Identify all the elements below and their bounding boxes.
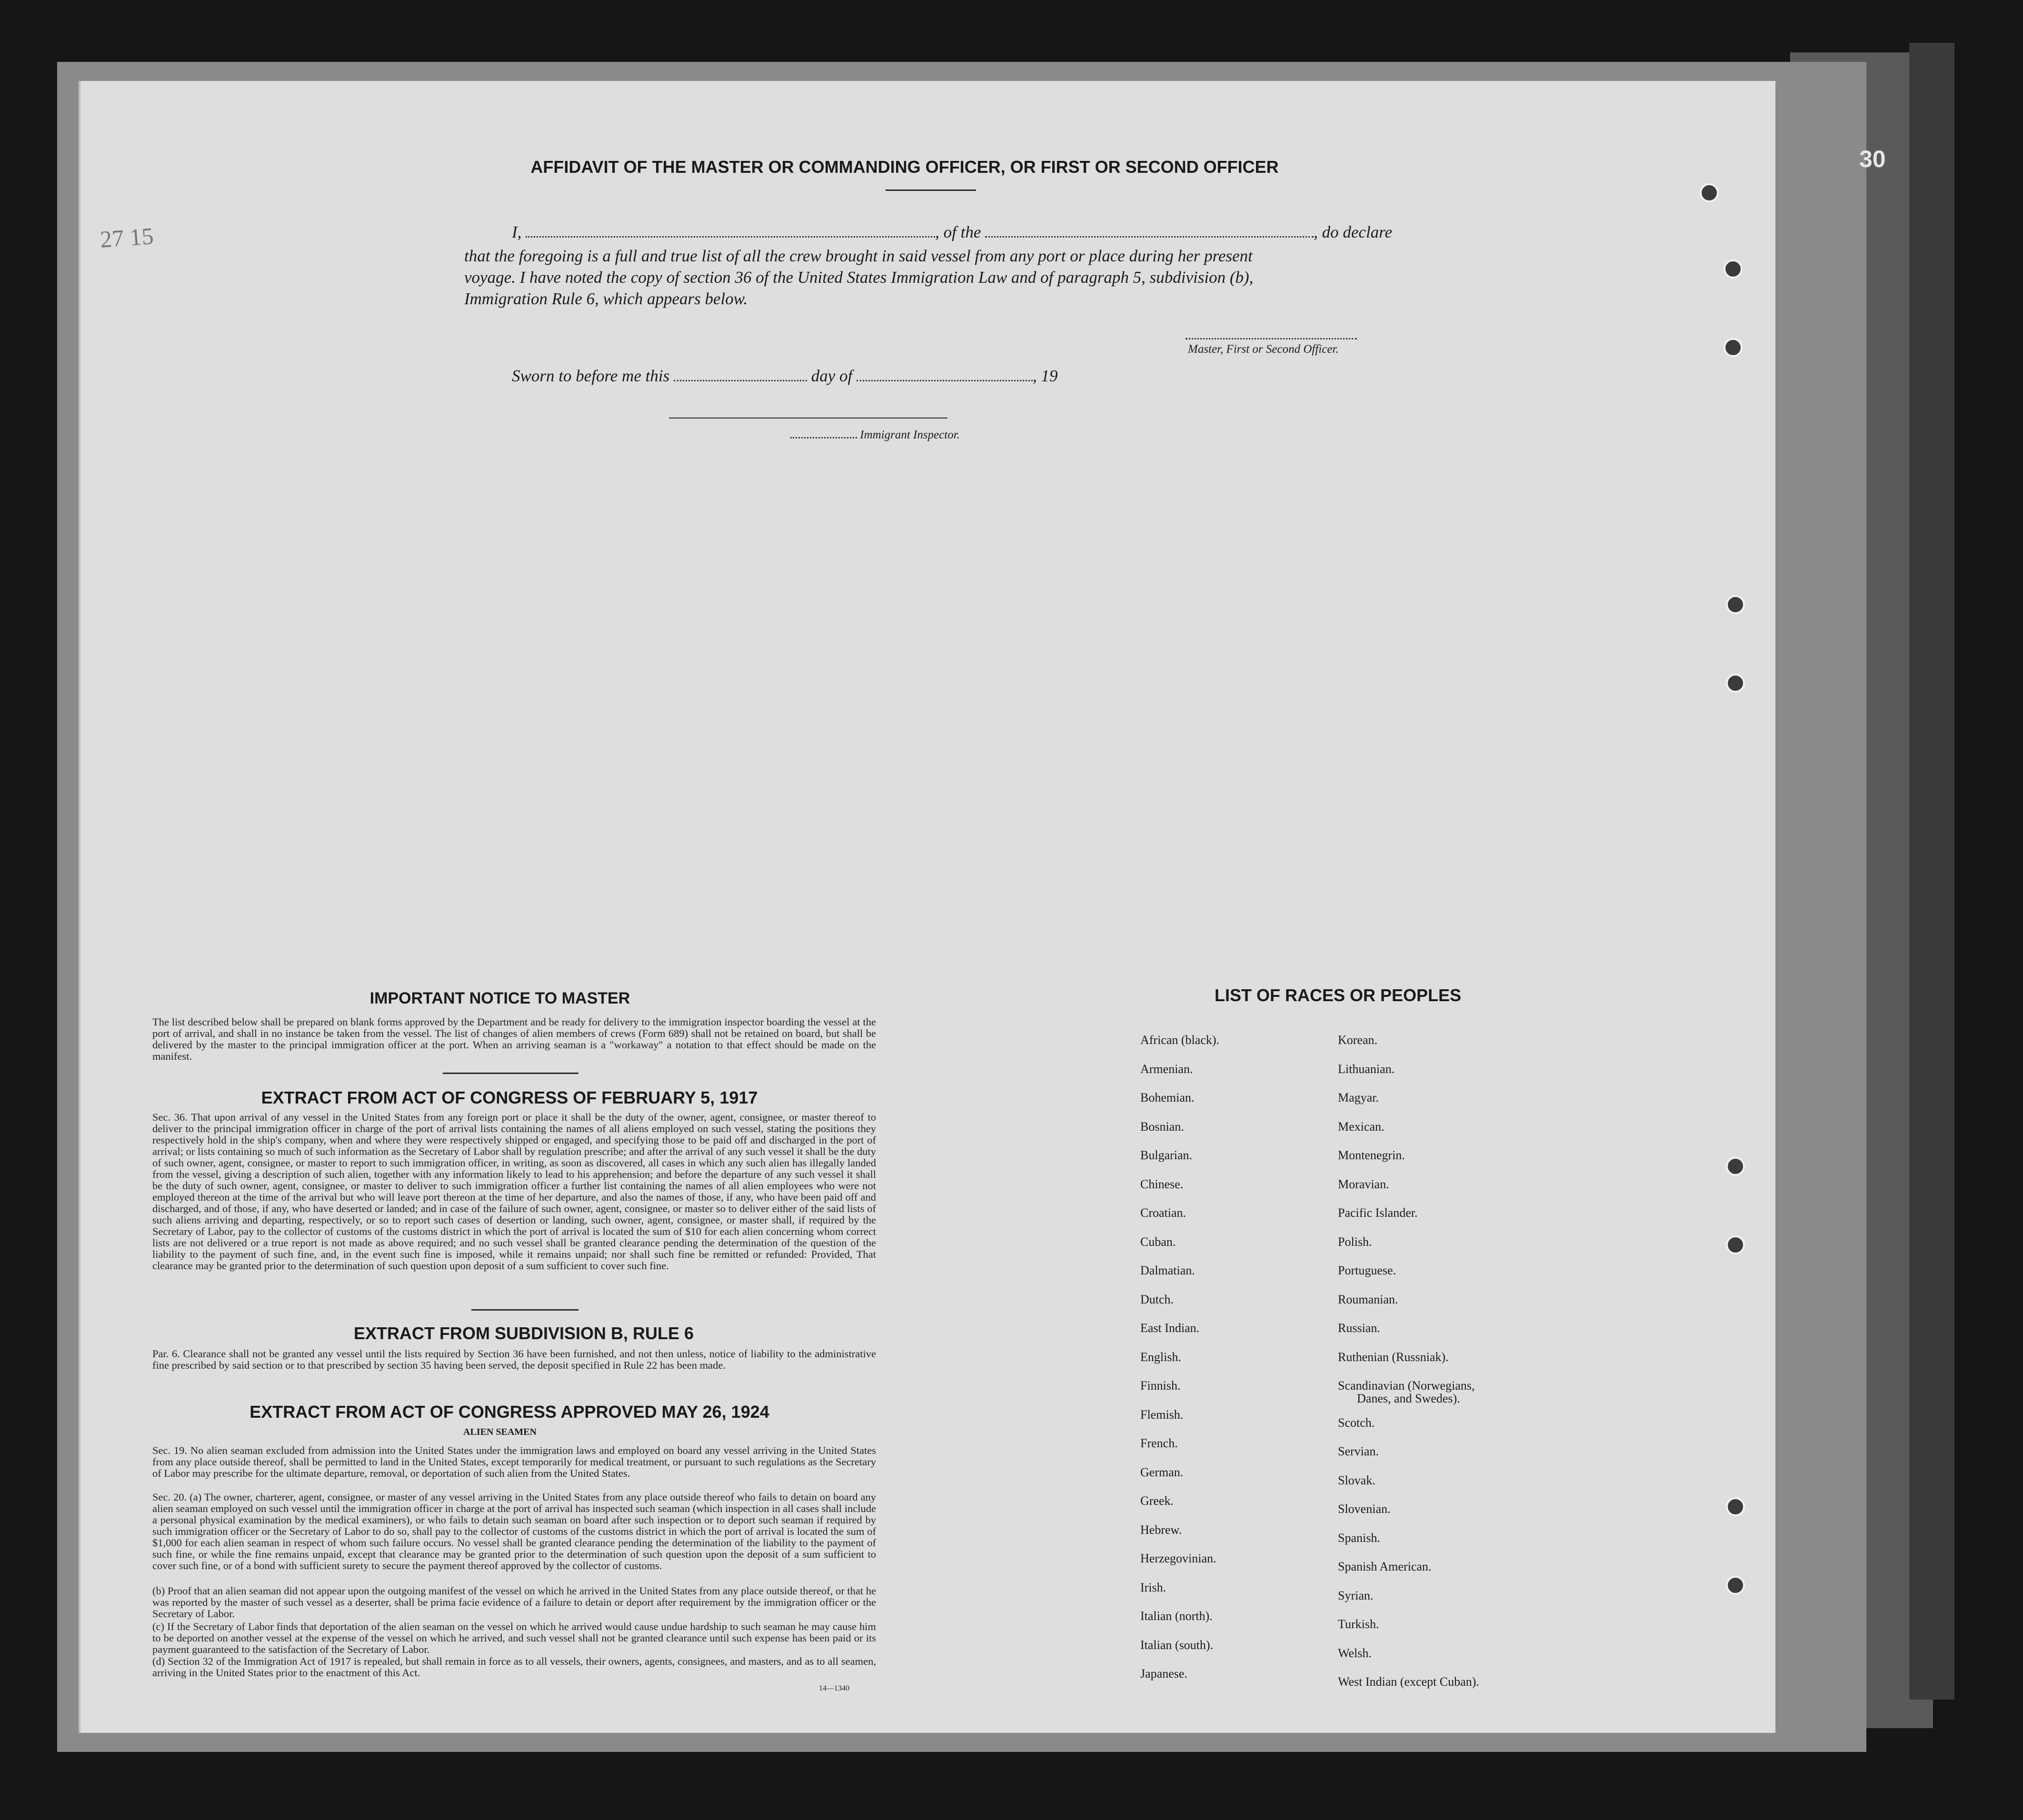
race-item: Magyar.	[1338, 1091, 1379, 1104]
title-divider	[886, 189, 976, 191]
inspector-label-text: Immigrant Inspector.	[860, 428, 960, 441]
binder-hole-icon	[1726, 1576, 1745, 1595]
extract-1917-body: Sec. 36. That upon arrival of any vessel in the United States from any foreign port or place it shall be the duty of the owner, agent, consignee, or master thereof to deliver to the principal immigration officer in charge of the port of arrival lists containing the names of all aliens employed on such vessel, stating the positions they respectively hold in the ship's company, when and where they were respectively shipped or engaged, and specifying those to be paid off and discharged in the port of arrival; or lists containing so much of such information as the Secretary of Labor shall by regulation prescribe; and after the arrival of any such vessel it shall be the duty of such owner, agent, consignee, or master to report to such immigration officer, in writing, as soon as discovered, all cases in which any such alien has illegally landed from the vessel, giving a description of such alien, together with any information likely to lead to his apprehension; and before the departure of any such vessel it shall be the duty of such owner, agent, consignee, or master to deliver to such immigration officer a further list containing the names of all alien employees who were not employed thereon at the time of the arrival but who will leave port thereon at the time of her departure, and also the names of those, if any, who have been paid off and discharged, and of those, if any, who have deserted or landed; and in case of the failure of such owner, agent, consignee, or master so to deliver either of the said lists of such aliens arriving and departing, respectively, or so to report such cases of desertion or landing, such owner, agent, consignee, or master shall, if required by the Secretary of Labor, pay to the collector of customs of the customs district in which the port of arrival is located the sum of $10 for each alien concerning whom correct lists are not delivered or a true report is not made as above required; and no such vessel shall be granted clearance pending the determination of the question of the liability to the payment of such fine, and, in the event such fine is imposed, while it remains unpaid; nor shall such fine be remitted or refunded: Provided, That clearance may be granted prior to the determination of such question upon deposit of a sum sufficient to cover such fine.	[152, 1111, 876, 1272]
name-field[interactable]	[526, 232, 935, 238]
race-item: Herzegovinian.	[1140, 1551, 1216, 1565]
binder-hole-icon	[1726, 595, 1745, 614]
race-item: Pacific Islander.	[1338, 1206, 1418, 1220]
affidavit-do-declare: , do declare	[1314, 223, 1393, 241]
races-right-column	[1338, 1026, 1479, 1697]
extract-rule6-title: EXTRACT FROM SUBDIVISION B, RULE 6	[353, 1323, 694, 1343]
race-item: West Indian (except Cuban).	[1338, 1675, 1479, 1689]
race-item: Greek.	[1140, 1494, 1174, 1508]
binder-hole-icon	[1726, 1157, 1745, 1176]
extract-rule6-body: Par. 6. Clearance shall not be granted any vessel until the lists required by Section 36 have been furnished, and not then unless, notice of liability to the administrative fine prescribed by said section or to that prescribed by section 35 having been served, the deposit specified in Rule 22 has been made.	[152, 1348, 876, 1371]
binder-hole-icon	[1726, 674, 1745, 693]
form-code: 14—1340	[819, 1684, 849, 1692]
race-item-subtext: Danes, and Swedes).	[1357, 1391, 1460, 1405]
notice-body: The list described below shall be prepared on blank forms approved by the Department and be ready for delivery to the immigration inspector boarding the vessel at the port of arrival, and shall in no instance be taken from the vessel. The list of changes of alien members of crews (Form 689) shall not be retained on board, but shall be delivered by the master to the principal immigration officer at the port. When an arriving seaman is a "workaway" a notation to that effect should be made on the manifest.	[152, 1016, 876, 1062]
race-item: Russian.	[1338, 1321, 1380, 1335]
race-item: Servian.	[1338, 1444, 1379, 1458]
race-item: Italian (north).	[1140, 1609, 1213, 1623]
race-item: Cuban.	[1140, 1234, 1176, 1249]
race-item: Mexican.	[1338, 1119, 1385, 1134]
extract-1924-sec20b: (b) Proof that an alien seaman did not appear upon the outgoing manifest of the vessel on which he arrived in the United States from any place outside thereof, or that he was reported by the master of such vessel as a deserter, shall be prima facie evidence of a failure to detain or deport after requirement by the immigration officer or the Secretary of Labor.	[152, 1585, 876, 1620]
race-item: Croatian.	[1140, 1206, 1186, 1220]
affidavit-line-1	[512, 223, 1392, 242]
race-item: Chinese.	[1140, 1177, 1184, 1191]
background-page-strip	[1909, 43, 1954, 1700]
affidavit-i: I,	[512, 223, 522, 241]
inspector-label	[790, 428, 960, 442]
race-item: Scotch.	[1338, 1415, 1375, 1430]
inspector-dots	[790, 435, 857, 438]
affidavit-title: AFFIDAVIT OF THE MASTER OR COMMANDING OFFICER, OR FIRST OR SECOND OFFICER	[530, 157, 1279, 177]
affidavit-line-4: Immigration Rule 6, which appears below.	[464, 289, 748, 308]
race-item: Portuguese.	[1338, 1263, 1396, 1277]
race-item: Turkish.	[1338, 1617, 1379, 1631]
race-item-text: Scandinavian (Norwegians,	[1338, 1379, 1475, 1392]
master-signature-label: Master, First or Second Officer.	[1188, 343, 1339, 356]
race-item: Flemish.	[1140, 1407, 1184, 1422]
sworn-line	[512, 367, 1057, 386]
race-item: English.	[1140, 1350, 1181, 1364]
race-item: Syrian.	[1338, 1588, 1374, 1602]
extract-1924-sec20c: (c) If the Secretary of Labor finds that deportation of the alien seaman on the vessel on which he arrived would cause undue hardship to such seaman he may cause him to be deported on another vessel at the expense of the vessel on which he arrived, and such vessel shall not be granted clearance until such expense has been paid or its payment guaranteed to the satisfaction of the Secretary of Labor.	[152, 1621, 876, 1655]
margin-note: 27 15	[99, 222, 155, 253]
race-item: East Indian.	[1140, 1321, 1200, 1335]
race-item: Italian (south).	[1140, 1638, 1214, 1652]
document-sheet	[79, 81, 1775, 1733]
race-item: Irish.	[1140, 1580, 1166, 1594]
race-item: Spanish American.	[1338, 1560, 1432, 1573]
alien-seamen-subtitle: ALIEN SEAMEN	[463, 1427, 537, 1437]
race-item: Armenian.	[1140, 1062, 1193, 1076]
sworn-day-field[interactable]	[674, 376, 807, 381]
race-item-scandinavian	[1338, 1372, 1479, 1405]
race-item: Moravian.	[1338, 1177, 1389, 1191]
binder-hole-icon	[1724, 259, 1743, 278]
races-left-column	[1140, 1026, 1219, 1689]
race-item: Ruthenian (Russniak).	[1338, 1350, 1449, 1364]
vessel-field[interactable]	[985, 232, 1314, 238]
race-item: Korean.	[1338, 1033, 1378, 1047]
race-item: Bulgarian.	[1140, 1148, 1193, 1162]
race-item: Dutch.	[1140, 1292, 1174, 1306]
affidavit-line-3: voyage. I have noted the copy of section 36 of the United States Immigration Law and of paragraph 5, subdivision (b),	[464, 268, 1254, 287]
race-item: Slovenian.	[1338, 1502, 1391, 1516]
race-item: Dalmatian.	[1140, 1263, 1195, 1277]
page-number: 30	[1859, 146, 1886, 172]
race-item: German.	[1140, 1465, 1184, 1479]
binder-hole-icon	[1700, 183, 1719, 202]
race-item: Japanese.	[1140, 1667, 1187, 1681]
race-item: Bosnian.	[1140, 1119, 1184, 1134]
race-item: African (black).	[1140, 1033, 1220, 1047]
race-item: Welsh.	[1338, 1646, 1372, 1660]
race-item: Finnish.	[1140, 1379, 1181, 1392]
race-item: Polish.	[1338, 1234, 1372, 1249]
notice-title: IMPORTANT NOTICE TO MASTER	[369, 989, 630, 1007]
race-item: Roumanian.	[1338, 1292, 1398, 1306]
year-label: , 19	[1032, 367, 1058, 385]
races-title: LIST OF RACES OR PEOPLES	[1214, 985, 1462, 1005]
sworn-month-field[interactable]	[857, 376, 1033, 381]
race-item: Lithuanian.	[1338, 1062, 1395, 1076]
notice-divider	[443, 1073, 578, 1074]
master-signature-line[interactable]	[1186, 334, 1357, 339]
binder-hole-icon	[1726, 1235, 1745, 1254]
extract-1924-title: EXTRACT FROM ACT OF CONGRESS APPROVED MAY 26, 1924	[249, 1402, 769, 1422]
extract-1924-sec20d: (d) Section 32 of the Immigration Act of 1917 is repealed, but shall remain in force as to all vessels, their owners, agents, consignees, and masters, and as to all seamen, arriving in the United States prior to the enactment of this Act.	[152, 1655, 876, 1679]
affidavit-of-the: , of the	[935, 223, 981, 241]
race-item: Bohemian.	[1140, 1091, 1195, 1104]
binder-hole-icon	[1726, 1497, 1745, 1516]
race-item: French.	[1140, 1436, 1178, 1450]
race-item: Spanish.	[1338, 1531, 1380, 1545]
binder-hole-icon	[1724, 338, 1743, 357]
extract-1924-sec19: Sec. 19. No alien seaman excluded from admission into the United States under the immigration laws and employed on board any vessel arriving in the United States from any place outside thereof, shall be permitted to land in the United States, except temporarily for medical treatment, or pursuant to such regulations as the Secretary of Labor may prescribe for the ultimate departure, removal, or deportation of such alien from the United States.	[152, 1444, 876, 1479]
extract-1917-title: EXTRACT FROM ACT OF CONGRESS OF FEBRUARY 5, 1917	[261, 1088, 758, 1107]
race-item: Hebrew.	[1140, 1522, 1182, 1537]
race-item: Slovak.	[1338, 1473, 1375, 1487]
extract-1924-sec20a: Sec. 20. (a) The owner, charterer, agent, consignee, or master of any vessel arriving in the United States from any place outside thereof who fails to detain on board any alien seaman employed on such vessel until the immigration officer in charge at the port of arrival has inspected such seaman (which inspection in all cases shall include a personal physical examination by the medical examiners), or who fails to detain such seaman on board after such inspection or to deport such seaman if required by such immigration officer or the Secretary of Labor to do so, shall pay to the collector of customs of the customs district in which the port of arrival is located the sum of $1,000 for each alien seaman in respect of whom such failure occurs. No vessel shall be granted clearance pending the determination of the liability to the payment of such fine, or while the fine remains unpaid, except that clearance may be granted prior to the determination of such question upon the deposit of a sum sufficient to cover such fine, or of a bond with sufficient surety to secure the payment thereof approved by the collector of customs.	[152, 1491, 876, 1571]
affidavit-line-2: that the foregoing is a full and true list of all the crew brought in said vessel from any port or place during her present	[464, 247, 1253, 265]
race-item: Montenegrin.	[1338, 1148, 1405, 1162]
extract-1917-divider	[471, 1309, 578, 1311]
day-of-label: day of	[811, 367, 853, 385]
sworn-label: Sworn to before me this	[512, 367, 670, 385]
